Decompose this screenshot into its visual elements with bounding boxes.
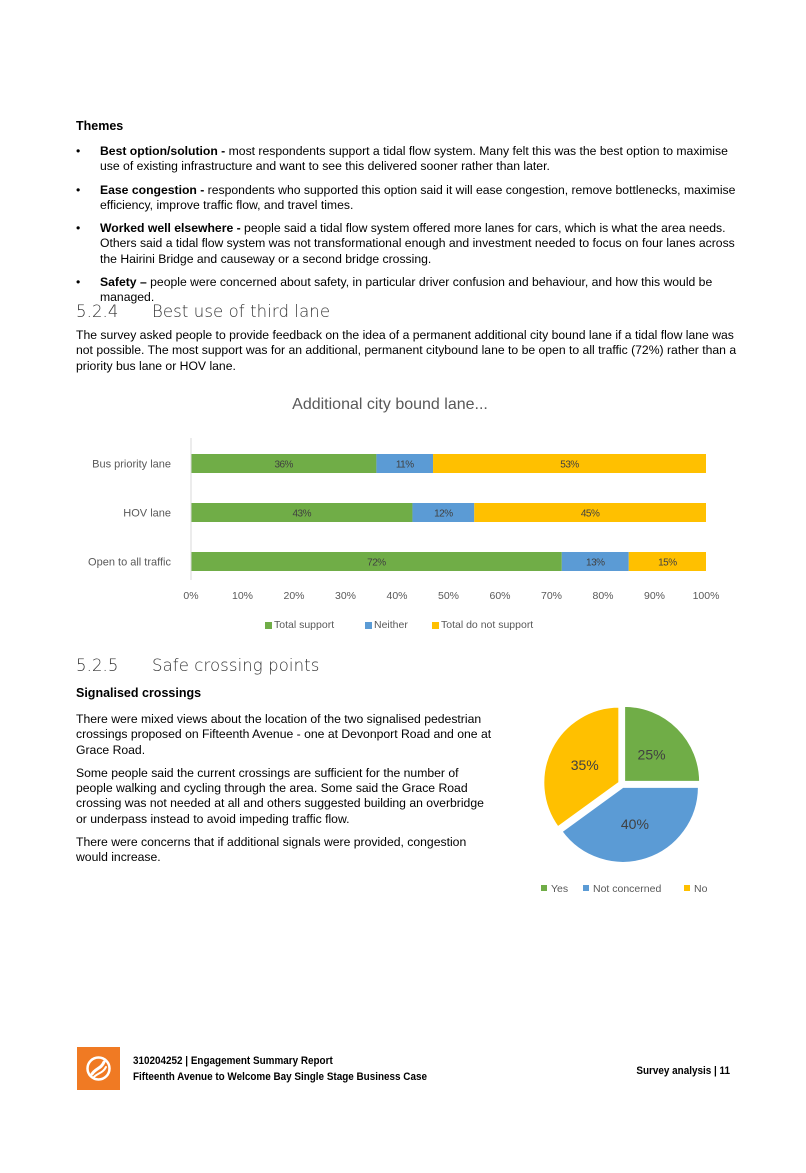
tick-label: 70% — [540, 590, 563, 602]
crossings-paragraph: There were concerns that if additional signals were provided, congestion would increase. — [76, 835, 467, 865]
footer-page-label: Survey analysis | 11 — [636, 1065, 730, 1077]
category-label: Open to all traffic — [88, 556, 171, 569]
tick-label: 20% — [283, 590, 305, 602]
crossings-paragraph: Some people said the current crossings are sufficient for the number of people walking and cycling through the area. Some said the Grace Road crossing was not needed at all and others suggested building an overbridge or underpass instead to avoid impeding traffic flow. — [76, 765, 484, 826]
legend-label: No — [694, 883, 708, 895]
data-label: 72% — [367, 557, 386, 569]
slice-label: 35% — [570, 757, 599, 774]
category-label: HOV lane — [123, 507, 171, 520]
tick-label: 30% — [334, 590, 357, 602]
legend-swatch — [365, 622, 372, 629]
data-label: 45% — [580, 508, 600, 520]
footer-project-name: Fifteenth Avenue to Welcome Bay Single Stage Business Case — [133, 1071, 427, 1083]
theme-text: people said a tidal flow system offered more lanes for cars, which is what the area needs. Others said a tidal flow system was not transformational enough and investment needed to focus on four lanes across the Hairini Bridge and causeway or a second bridge crossing. — [100, 221, 735, 266]
list-item — [76, 221, 744, 267]
bullet-marker: • — [76, 275, 81, 290]
list-item — [76, 183, 744, 214]
section-heading-525 — [76, 656, 319, 675]
stacked-bar-chart — [70, 388, 750, 638]
data-label: 43% — [292, 508, 311, 520]
theme-title: Worked well elsewhere - — [100, 221, 241, 236]
legend-swatch — [541, 885, 547, 891]
legend-label: Not concerned — [593, 883, 662, 895]
data-label: 12% — [434, 508, 453, 520]
list-item — [76, 144, 744, 175]
themes-heading: Themes — [76, 119, 124, 133]
section-number: 5.2.5 — [76, 656, 119, 675]
tick-label: 10% — [231, 590, 254, 602]
data-label: 53% — [560, 459, 579, 471]
bullet-marker: • — [76, 221, 81, 236]
legend-label: Total support — [274, 619, 335, 631]
section-title: Best use of third lane — [152, 302, 331, 321]
themes-list — [76, 144, 744, 314]
crossings-paragraph: There were mixed views about the location of the two signalised pedestrian crossings proposed on Fifteenth Avenue - one at Devonport Road and one at Grace Road. — [76, 712, 492, 757]
stacked-bar-chart-svg — [70, 388, 750, 638]
section-title: Safe crossing points — [152, 656, 320, 675]
signalised-crossings-heading: Signalised crossings — [76, 686, 202, 700]
data-label: 13% — [586, 557, 605, 569]
tick-label: 40% — [386, 590, 408, 602]
data-label: 15% — [658, 557, 677, 569]
footer-report-title: 310204252 | Engagement Summary Report — [133, 1055, 333, 1067]
legend-label: Neither — [374, 619, 408, 631]
legend-label: Yes — [551, 883, 569, 895]
section-heading-524 — [76, 302, 330, 321]
legend-swatch — [265, 622, 272, 629]
theme-title: Ease congestion - — [100, 182, 205, 197]
logo-mark-icon — [77, 1047, 120, 1090]
legend-swatch — [684, 885, 690, 891]
legend-swatch — [583, 885, 589, 891]
section-number: 5.2.4 — [76, 302, 119, 321]
company-logo — [77, 1047, 120, 1090]
bullet-marker: • — [76, 144, 81, 158]
slice-label: 25% — [637, 746, 666, 763]
data-label: 11% — [395, 459, 414, 471]
legend-swatch — [432, 622, 439, 629]
tick-label: 80% — [592, 590, 614, 602]
theme-text: respondents who supported this option said it will ease congestion, remove bottlenecks, maximise efficiency, improve traffic flow, and travel times. — [100, 182, 736, 212]
slice-label: 40% — [620, 815, 649, 832]
pie-chart-svg — [520, 700, 740, 900]
tick-label: 90% — [643, 590, 666, 602]
category-label: Bus priority lane — [92, 458, 171, 471]
theme-title: Best option/solution - — [100, 144, 226, 158]
legend-label: Total do not support — [441, 619, 534, 631]
tick-label: 0% — [183, 590, 199, 602]
chart-title: Additional city bound lane... — [292, 396, 488, 413]
tick-label: 60% — [489, 590, 511, 602]
tick-label: 50% — [437, 590, 460, 602]
theme-title: Safety – — [100, 275, 147, 290]
pie-slice — [624, 706, 700, 782]
tick-label: 100% — [692, 590, 720, 602]
section-524-paragraph: The survey asked people to provide feedback on the idea of a permanent additional city bound lane if a tidal flow lane was not possible. The most support was for an additional, permanent citybound lane to be open to all traffic (72%) rather than a priority bus lane or HOV lane. — [76, 328, 737, 373]
data-label: 36% — [274, 459, 293, 471]
bullet-marker: • — [76, 182, 81, 197]
theme-text: most respondents support a tidal flow system. Many felt this was the best option to maximise use of existing infrastructure and want to see this delivered sooner rather than later. — [100, 144, 728, 174]
crossings-text — [76, 712, 496, 874]
theme-text: people were concerned about safety, in particular driver confusion and behaviour, and how this would be managed. — [100, 275, 713, 305]
pie-chart — [520, 700, 740, 900]
